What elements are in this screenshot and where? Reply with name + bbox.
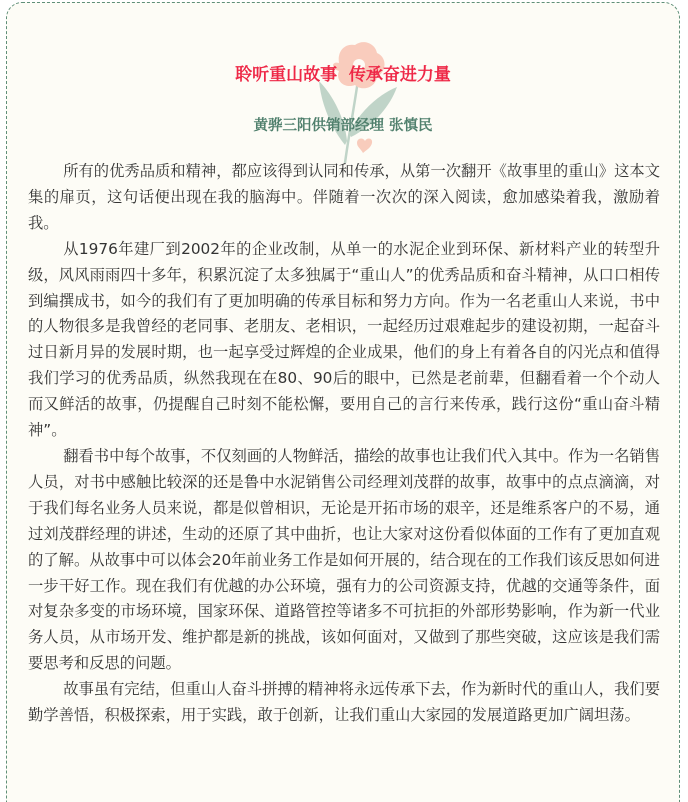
paragraph: 翻看书中每个故事，不仅刻画的人物鲜活，描绘的故事也让我们代入其中。作为一名销售人员，对书中感触比较深的还是鲁中水泥销售公司经理刘茂群的故事，故事中的点点滴滴，对于我们每名业务人员来说，都是似曾相识，无论是开拓市场的艰辛，还是维系客户的不易，通过刘茂群经理的讲述，生动的还原了其中曲折，也让大家对这份看似体面的工作有了更加直观的了解。从故事中可以体会20年前业务工作是如何开展的，结合现在的工作我们该反思如何进一步干好工作。现在我们有优越的办公环境，强有力的公司资源支持，优越的交通等条件，面对复杂多变的市场环境，国家环保、道路管控等诸多不可抗拒的外部形势影响，作为新一代业务人员，从市场开发、维护都是新的挑战，该如何面对，又做到了那些突破，这应该是我们需要思考和反思的问题。 [28,446,660,673]
article-body [28,159,660,729]
paragraph: 故事虽有完结，但重山人奋斗拼搏的精神将永远传承下去，作为新时代的重山人，我们要勤学善悟，积极探索，用于实践，敢于创新，让我们重山大家园的发展道路更加广阔坦荡。 [28,680,660,725]
article-byline: 黄骅三阳供销部经理 张慎民 [253,118,433,134]
article-card [6,2,680,802]
article-title: 聆听重山故事 传承奋进力量 [235,65,451,85]
paragraph: 从1976年建厂到2002年的企业改制，从单一的水泥企业到环保、新材料产业的转型升级，风风雨雨四十多年，积累沉淀了太多独属于“重山人”的优秀品质和奋斗精神，从口口相传到编撰成书，如今的我们有了更加明确的传承目标和努力方向。作为一名老重山人来说，书中的人物很多是我曾经的老同事、老朋友、老相识，一起经历过艰难起步的建设初期，一起奋斗过日新月异的发展时期，也一起享受过辉煌的企业成果，他们的身上有着各自的闪光点和值得我们学习的优秀品质，纵然我现在在80、90后的眼中，已然是老前辈，但翻看着一个个动人而又鲜活的故事，仍提醒自己时刻不能松懈，要用自己的言行来传承，践行这份“重山奋斗精神”。 [28,239,660,440]
flower-illustration-icon [297,33,407,163]
paragraph: 所有的优秀品质和精神，都应该得到认同和传承，从第一次翻开《故事里的重山》这本文集的扉页，这句话便出现在我的脑海中。伴随着一次次的深入阅读，愈加感染着我，激励着我。 [28,162,660,232]
